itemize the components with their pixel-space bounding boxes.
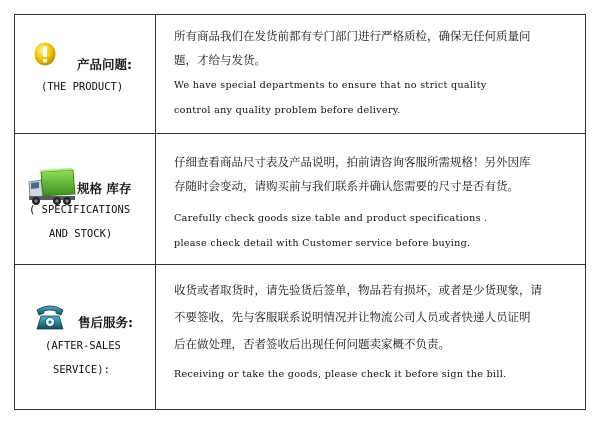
specifications-row [15,133,585,264]
notice-table [14,14,586,410]
after-sales-subtitle-line-1: (AFTER-SALES [45,340,121,352]
after-sales-content-cell [156,265,585,409]
product-en-line-1: We have special departments to ensure that no strict quality [174,80,487,91]
product-label-cell [15,15,156,133]
after-sales-row [15,264,585,409]
exclamation-circle-icon [34,42,56,66]
specifications-cn-line-1: 仔细查看商品尺寸表及产品说明，拍前请咨询客服所需规格！另外因库 [174,155,531,169]
specifications-subtitle-line-2: AND STOCK) [49,228,113,240]
after-sales-cn-line-3: 后在做处理，否者签收后出现任何问题卖家概不负责。 [174,337,450,351]
product-subtitle: (THE PRODUCT) [41,81,124,93]
after-sales-cn-line-2: 不要签收，先与客服联系说明情况并让物流公司人员或者快递人员证明 [174,310,531,324]
after-sales-cn-line-1: 收货或者取货时，请先验货后签单，物品若有损坏，或者是少货现象，请 [174,283,542,297]
product-en-line-2: control any quality problem before delivery. [174,105,401,116]
product-cn-line-1: 所有商品我们在发货前都有专门部门进行严格质检，确保无任何质量问 [174,29,531,43]
specifications-en-line-2: please check detail with Customer service before buying. [174,238,471,249]
specifications-cn-line-2: 存随时会变动，请购买前与我们联系并确认您需要的尺寸是否有货。 [174,179,519,193]
after-sales-en-line-1: Receiving or take the goods, please check it before sign the bill. [174,369,507,380]
specifications-title: 规格 库存 [77,181,132,196]
specifications-subtitle-line-1: ( SPECIFICATIONS [29,204,131,216]
product-cn-line-2: 题，才给与发货。 [174,53,266,67]
product-content-cell [156,15,585,133]
product-title: 产品问题: [77,57,132,72]
product-row [15,15,585,133]
specifications-label-cell [15,134,156,264]
after-sales-subtitle-line-2: SERVICE): [53,364,110,376]
telephone-icon [35,303,65,331]
specifications-content-cell [156,134,585,264]
after-sales-title: 售后服务: [78,315,133,330]
specifications-en-line-1: Carefully check goods size table and product specifications . [174,213,488,224]
after-sales-label-cell [15,265,156,409]
delivery-truck-icon [27,168,77,208]
